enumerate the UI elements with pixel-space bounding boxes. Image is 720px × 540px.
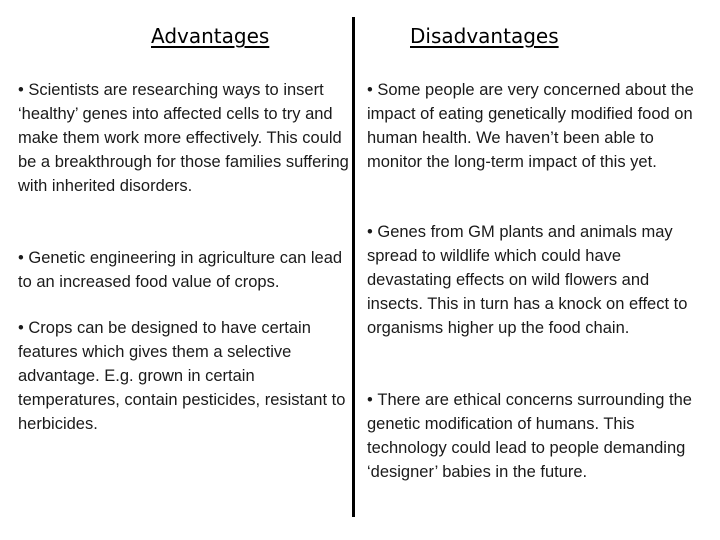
disadvantage-point	[367, 220, 707, 340]
advantage-point-text: • Genetic engineering in agriculture can lead to an increased food value of crops.	[18, 249, 342, 291]
advantage-point-text: • Crops can be designed to have certain features which gives them a selective advantage. E.g. grown in certain temperatures, contain pesticides, resistant to herbicides.	[18, 319, 345, 433]
advantage-point	[18, 78, 352, 198]
advantage-point-text: • Scientists are researching ways to insert ‘healthy’ genes into affected cells to try and make them work more effectively. This could be a breakthrough for those families suffering with inherited disorders.	[18, 81, 349, 195]
disadvantage-point	[367, 78, 707, 174]
disadvantages-heading: Disadvantages	[410, 24, 559, 48]
advantage-point	[18, 316, 352, 436]
column-divider	[352, 17, 355, 517]
disadvantage-point-text: • Some people are very concerned about the impact of eating genetically modified food on human health. We haven’t been able to monitor the long-term impact of this yet.	[367, 81, 694, 171]
disadvantage-point	[367, 388, 707, 484]
advantages-heading: Advantages	[151, 24, 270, 48]
disadvantage-point-text: • Genes from GM plants and animals may spread to wildlife which could have devastating effects on wild flowers and insects. This in turn has a knock on effect to organisms higher up the food chain.	[367, 223, 687, 337]
disadvantage-point-text: • There are ethical concerns surrounding the genetic modification of humans. This technology could lead to people demanding ‘designer’ babies in the future.	[367, 391, 692, 481]
advantage-point	[18, 246, 352, 294]
